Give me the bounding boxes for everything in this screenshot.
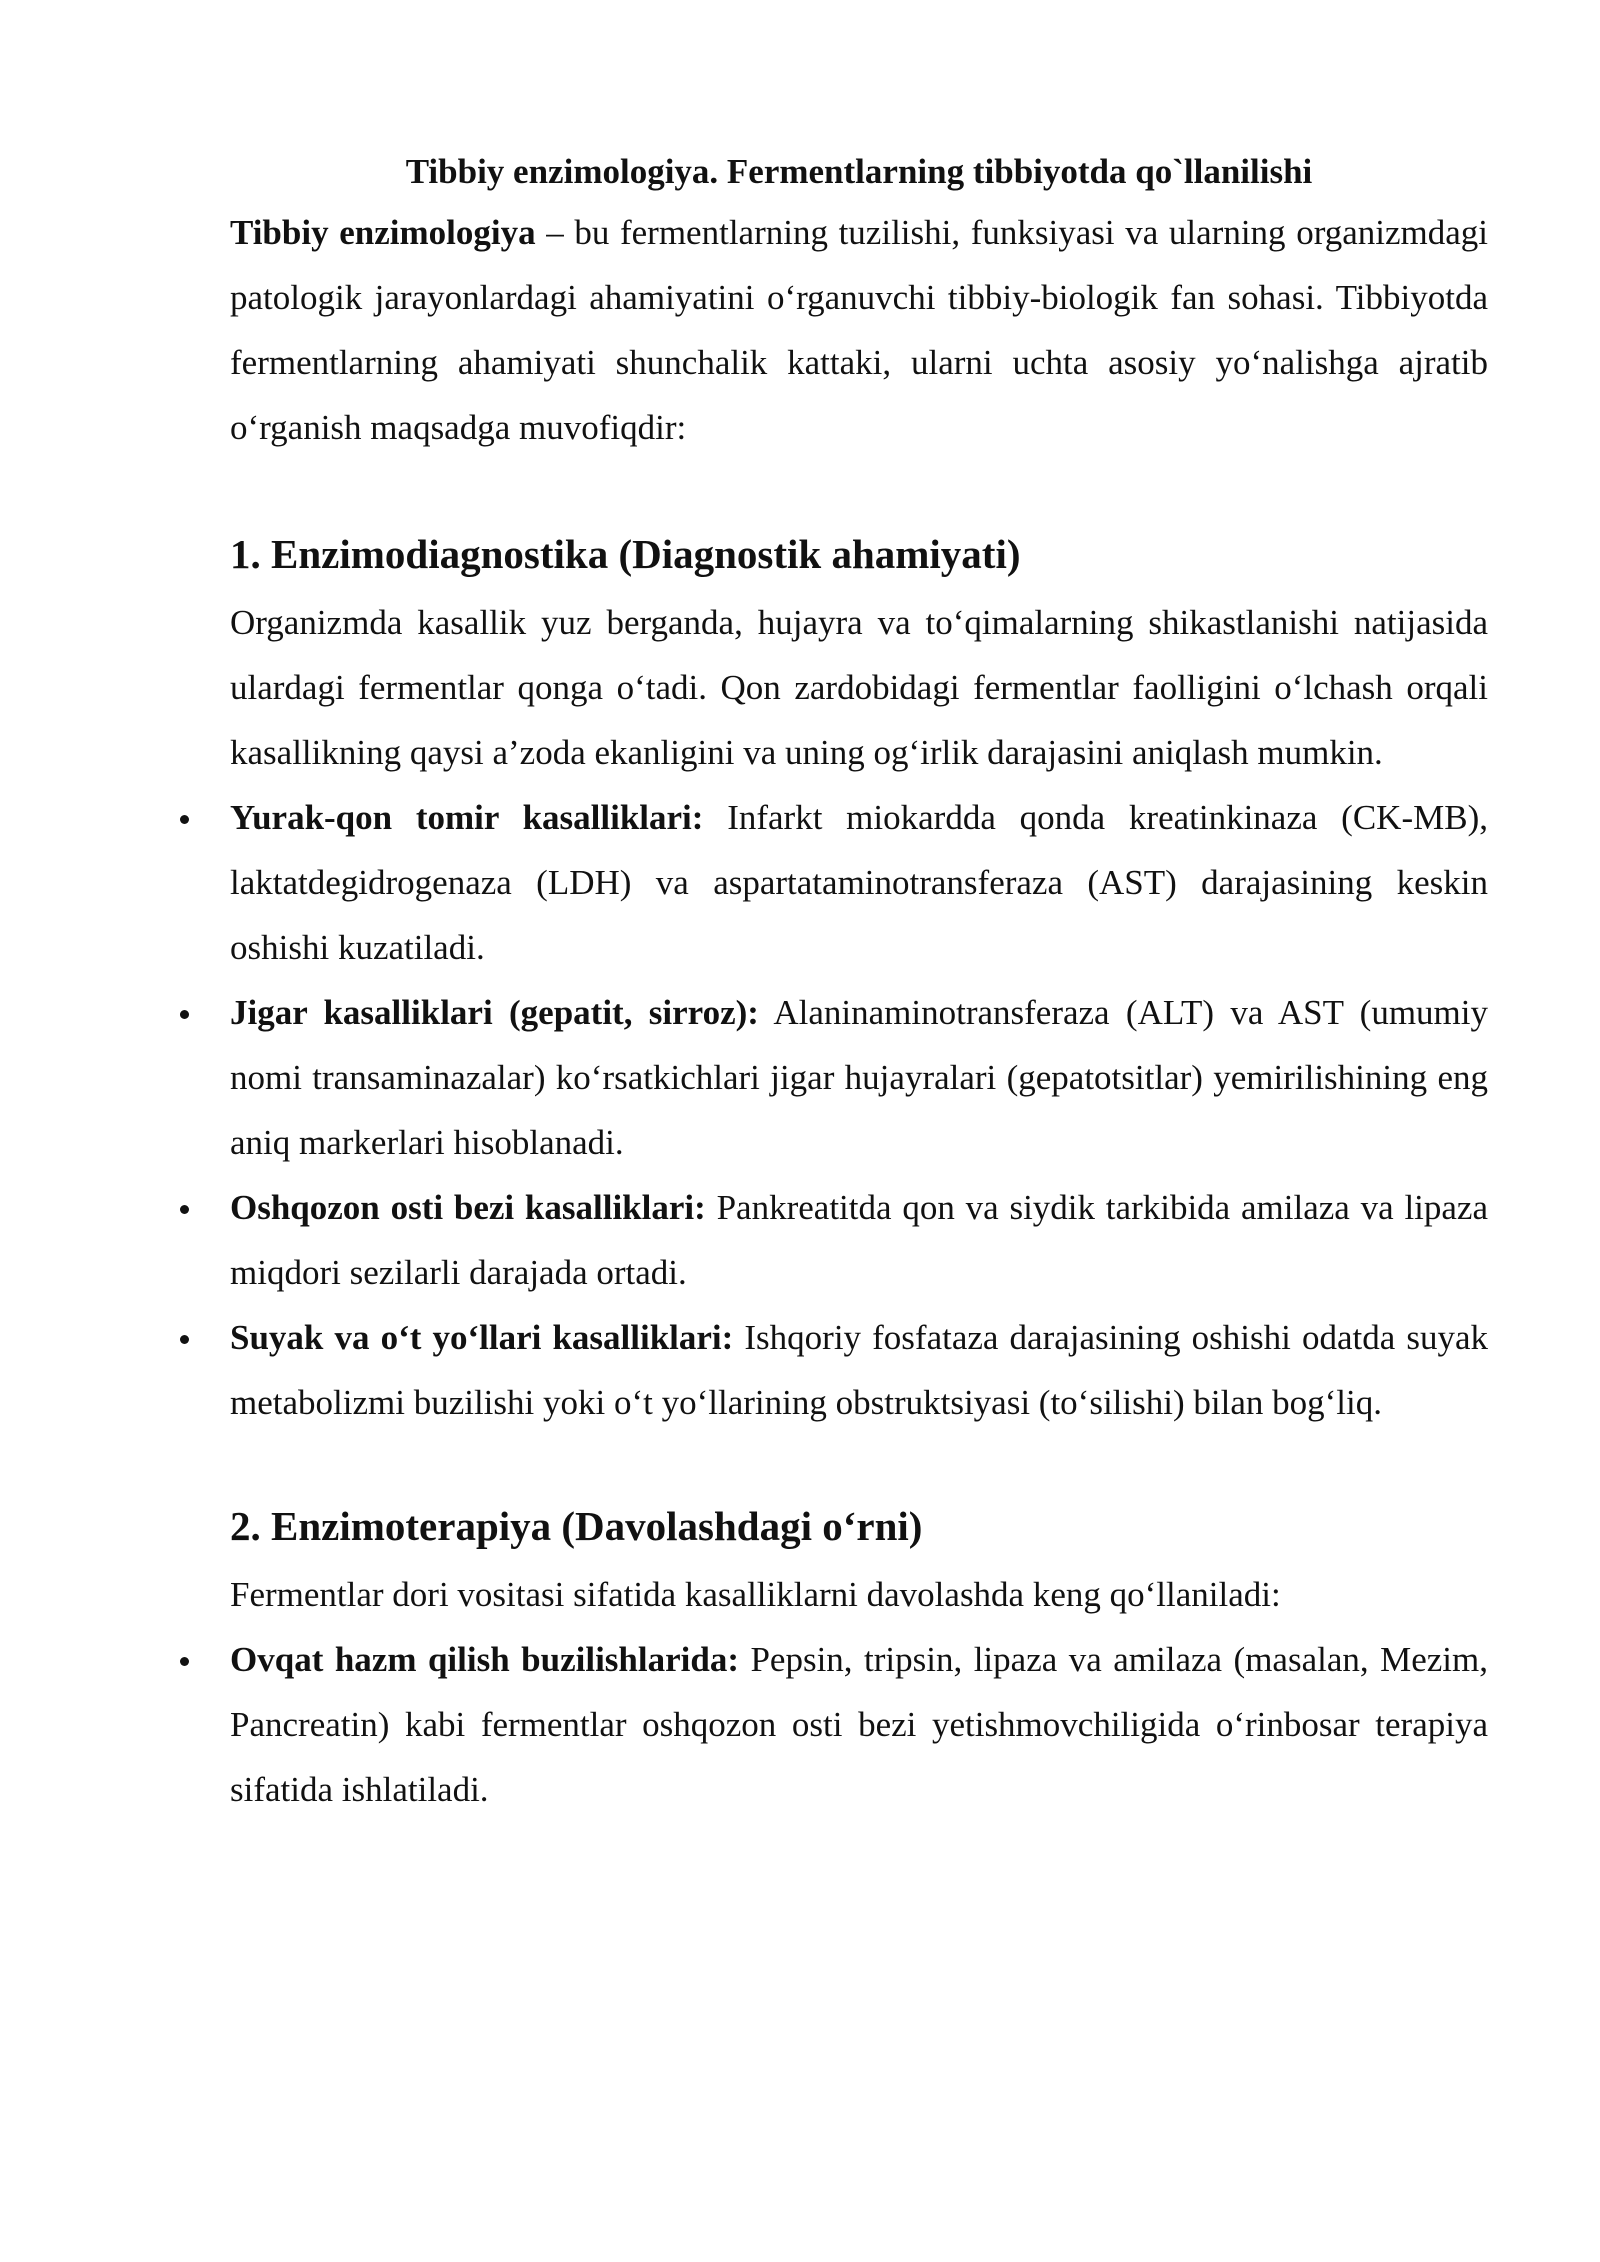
list-item-lead: Suyak va o‘t yo‘llari kasalliklari: — [230, 1318, 734, 1357]
list-item-text: Pepsin, tripsin, lipaza va amilaza (masalan, Mezim, Pancreatin) kabi fermentlar oshqozon osti bezi yetishmovchiligida o‘rinbosar terapiya sifatida ishlatiladi. — [230, 1640, 1488, 1809]
section-2-bullet-list — [230, 1627, 1488, 1822]
section-1-paragraph: Organizmda kasallik yuz berganda, hujayra va to‘qimalarning shikastlanishi natijasida ulardagi fermentlar qonga o‘tadi. Qon zardobidagi fermentlar faolligini o‘lchash orqali kasallikning qaysi a’zoda ekanligini va uning og‘irlik darajasini aniqlash mumkin. — [230, 603, 1488, 772]
document-content — [230, 150, 1488, 1822]
section-2-paragraph: Fermentlar dori vositasi sifatida kasalliklarni davolashda keng qo‘llaniladi: — [230, 1575, 1281, 1614]
list-item-text: Infarkt miokardda qonda kreatinkinaza (CK-MB), laktatdegidrogenaza (LDH) va aspartataminotransferaza (AST) darajasining keskin oshishi kuzatiladi. — [230, 798, 1488, 967]
bullet-icon — [180, 815, 189, 824]
document-title: Tibbiy enzimologiya. Fermentlarning tibbiyotda qo`llanilishi — [405, 152, 1313, 191]
bullet-icon — [180, 1205, 189, 1214]
intro-text: – bu fermentlarning tuzilishi, funksiyasi va ularning organizmdagi patologik jarayonlardagi ahamiyatini o‘rganuvchi tibbiy-biologik fan sohasi. Tibbiyotda fermentlarning ahamiyati shunchalik kattaki, ularni uchta asosiy yo‘nalishga ajratib o‘rganish maqsadga muvofiqdir: — [230, 213, 1488, 447]
list-item — [230, 1175, 1488, 1305]
intro-term: Tibbiy enzimologiya — [230, 213, 536, 252]
list-item — [230, 1305, 1488, 1435]
list-item-lead: Ovqat hazm qilish buzilishlarida: — [230, 1640, 739, 1679]
list-item-lead: Oshqozon osti bezi kasalliklari: — [230, 1188, 706, 1227]
section-1-heading: 1. Enzimodiagnostika (Diagnostik ahamiyati) — [230, 531, 1021, 577]
list-item-text: Ishqoriy fosfataza darajasining oshishi odatda suyak metabolizmi buzilishi yoki o‘t yo‘llarining obstruktsiyasi (to‘silishi) bilan bog‘liq. — [230, 1318, 1489, 1422]
intro-paragraph — [230, 200, 1488, 460]
list-item-text: Pankreatitda qon va siydik tarkibida amilaza va lipaza miqdori sezilarli darajada ortadi. — [230, 1188, 1488, 1292]
list-item — [230, 980, 1488, 1175]
section-2-heading: 2. Enzimoterapiya (Davolashdagi o‘rni) — [230, 1503, 923, 1549]
bullet-icon — [180, 1010, 189, 1019]
bullet-icon — [180, 1657, 189, 1666]
list-item — [230, 785, 1488, 980]
list-item-lead: Jigar kasalliklari (gepatit, sirroz): — [230, 993, 759, 1032]
list-item-lead: Yurak-qon tomir kasalliklari: — [230, 798, 704, 837]
section-1-bullet-list — [230, 785, 1488, 1435]
list-item-text: Alaninaminotransferaza (ALT) va AST (umumiy nomi transaminazalar) ko‘rsatkichlari jigar hujayralari (gepatotsitlar) yemirilishining eng aniq markerlari hisoblanadi. — [230, 993, 1488, 1162]
list-item — [230, 1627, 1488, 1822]
bullet-icon — [180, 1335, 189, 1344]
